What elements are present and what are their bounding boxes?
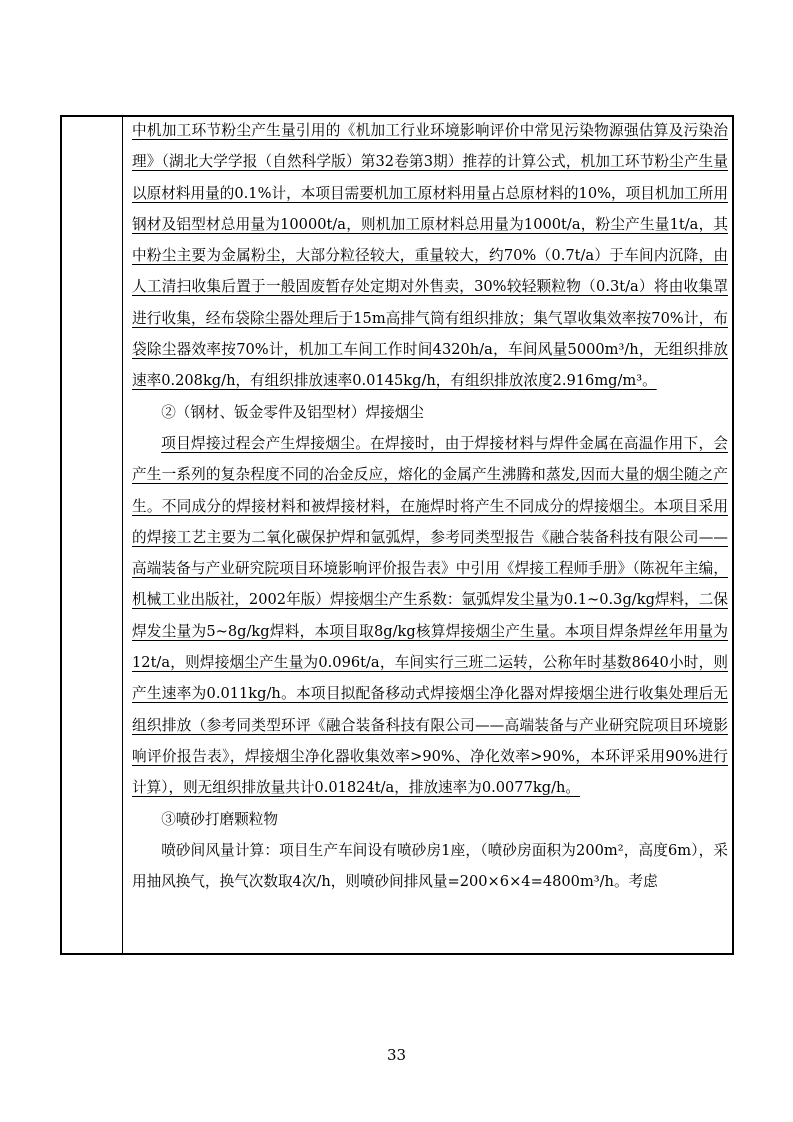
page-number: 33 xyxy=(386,1046,407,1064)
heading-sandblasting: ③喷砂打磨颗粒物 xyxy=(161,810,278,828)
heading-welding-fume: ②（钢材、钣金零件及铝型材）焊接烟尘 xyxy=(161,403,424,421)
table-frame xyxy=(60,115,734,955)
table-content-cell xyxy=(132,115,728,897)
paragraph-machining-dust: 中机加工环节粉尘产生量引用的《机加工行业环境影响评价中常见污染物源强估算及污染治理》（湖北大学学报（自然科学版）第32卷第3期）推荐的计算公式，机加工环节粉尘产生量以原材料用量的0.1%计，本项目需要机加工原材料用量占总原材料的10%，项目机加工所用钢材及铝型材总用量为10000t/a，则机加工原材料总用量为1000t/a，粉尘产生量1t/a，其中粉尘主要为金属粉尘，大部分粒径较大，重量较大，约70%（0.7t/a）于车间内沉降，由人工清扫收集后置于一般固废暂存处定期对外售卖，30%较轻颗粒物（0.3t/a）将由收集罩进行收集，经布袋除尘器处理后于15m高排气筒有组织排放；集气罩收集效率按70%计，布袋除尘器效率按70%计，机加工车间工作时间4320h/a，车间风量5000m³/h，无组织排放速率0.208kg/h，有组织排放速率0.0145kg/h，有组织排放浓度2.916mg/m³。 xyxy=(132,122,728,390)
paragraph-welding-fume: 项目焊接过程会产生焊接烟尘。在焊接时，由于焊接材料与焊件金属在高温作用下，会产生一系列的复杂程度不同的冶金反应，熔化的金属产生沸腾和蒸发,因而大量的烟尘随之产生。不同成分的焊接材料和被焊接材料，在施焊时将产生不同成分的焊接烟尘。本项目采用的焊接工艺主要为二氧化碳保护焊和氩弧焊，参考同类型报告《融合装备科技有限公司——高端装备与产业研究院项目环境影响评价报告表》中引用《焊接工程师手册》（陈祝年主编，机械工业出版社，2002年版）焊接烟尘产生系数：氩弧焊发尘量为0.1~0.3g/kg焊料，二保焊发尘量为5~8g/kg焊料，本项目取8g/kg核算焊接烟尘产生量。本项目焊条焊丝年用量为12t/a，则焊接烟尘产生量为0.096t/a，车间实行三班二运转，公称年时基数8640小时，则产生速率为0.011kg/h。本项目拟配备移动式焊接烟尘净化器对焊接烟尘进行收集处理后无组织排放（参考同类型环评《融合装备科技有限公司——高端装备与产业研究院项目环境影响评价报告表》，焊接烟尘净化器收集效率>90%、净化效率>90%，本环评采用90%进行计算），则无组织排放量共计0.01824t/a，排放速率为0.0077kg/h。 xyxy=(132,434,728,797)
paragraph-sandblasting: 喷砂间风量计算：项目生产车间设有喷砂房1座，（喷砂房面积为200m²，高度6m），采用抽风换气，换气次数取4次/h，则喷砂间排风量=200×6×4=4800m³/h。考虑 xyxy=(132,841,728,891)
column-divider xyxy=(122,117,123,953)
